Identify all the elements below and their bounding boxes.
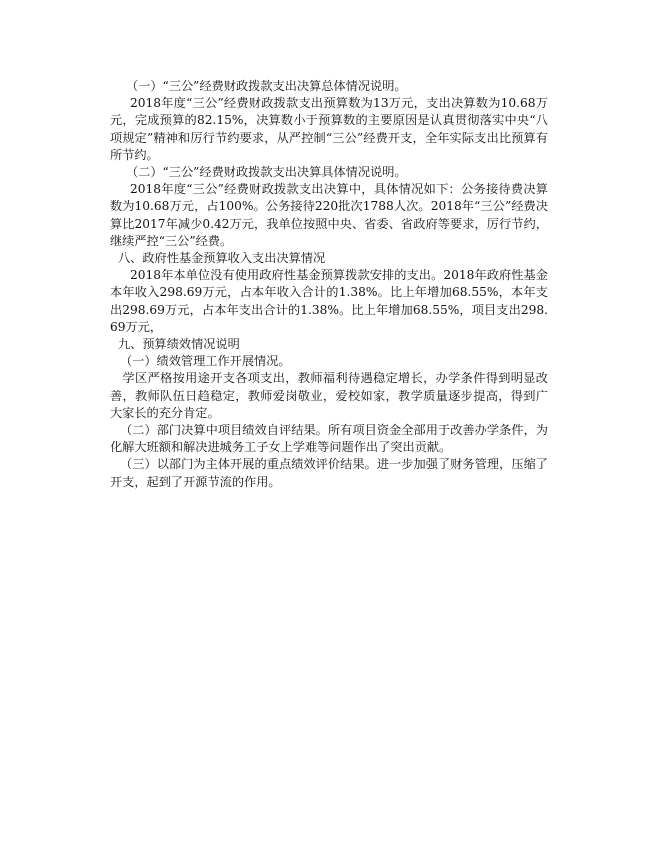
section-heading-8: 八、政府性基金预算收入支出决算情况 <box>118 251 326 266</box>
paragraph-3: 2018年本单位没有使用政府性基金预算拨款安排的支出。2018年政府性基金本年收入298.69万元，占本年收入合计的1.38%。比上年增加68.55%，本年支出298.69万元，占本年支出合计的1.38%。比上年增加68.55%，项目支出298.69万元， <box>110 268 548 334</box>
paragraph-5: （二）部门决算中项目绩效自评结果。所有项目资金全部用于改善办学条件，为化解大班额和解决进城务工子女上学难等问题作出了突出贡献。 <box>110 423 548 455</box>
paragraph-6: （三）以部门为主体开展的重点绩效评价结果。进一步加强了财务管理，压缩了开支，起到了开源节流的作用。 <box>110 457 548 489</box>
subsection-heading-2: （二）“三公”经费财政拨款支出决算具体情况说明。 <box>126 165 407 180</box>
document-body <box>110 78 548 491</box>
paragraph-2: 2018年度“三公”经费财政拨款支出决算中，具体情况如下：公务接待费决算数为10.68万元，占100%。公务接待220批次1788人次。2018年“三公”经费决算比2017年减少0.42万元，我单位按照中央、省委、省政府等要求，厉行节约，继续严控“三公”经费。 <box>110 182 548 248</box>
paragraph-4: 学区严格按用途开支各项支出，教师福利待遇稳定增长，办学条件得到明显改善，教师队伍日趋稳定，教师爱岗敬业，爱校如家，教学质量逐步提高，得到广大家长的充分肯定。 <box>110 371 548 420</box>
section-heading-9: 九、预算绩效情况说明 <box>118 337 240 352</box>
subsection-heading-3: （一）绩效管理工作开展情况。 <box>120 354 291 369</box>
paragraph-1: 2018年度“三公”经费财政拨款支出预算数为13万元，支出决算数为10.68万元，完成预算的82.15%，决算数小于预算数的主要原因是认真贯彻落实中央“八项规定”精神和厉行节约要求，从严控制“三公”经费开支，全年实际支出比预算有所节约。 <box>110 96 548 162</box>
subsection-heading-1: （一）“三公”经费财政拨款支出决算总体情况说明。 <box>126 79 407 93</box>
